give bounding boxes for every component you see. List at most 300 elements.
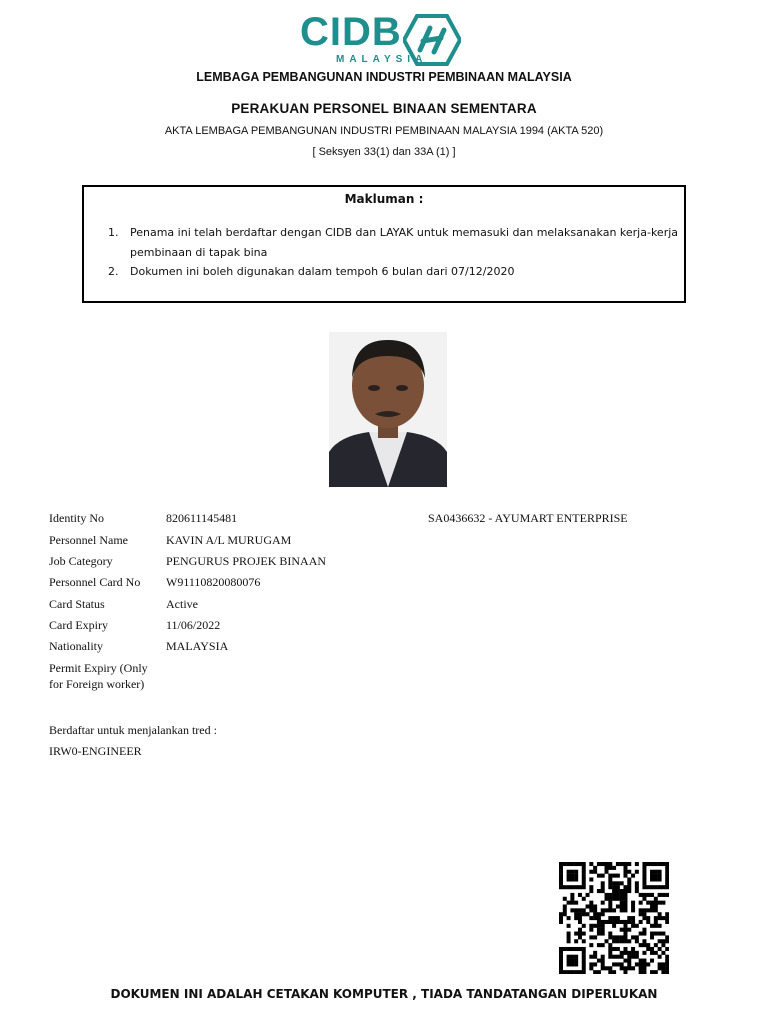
qr-module	[578, 920, 582, 924]
qr-module	[635, 924, 639, 928]
qr-module	[635, 935, 639, 939]
qr-module	[631, 904, 635, 908]
qr-module	[567, 955, 571, 959]
personnel-name-label: Personnel Name	[49, 533, 128, 547]
qr-module	[620, 966, 624, 970]
qr-module	[589, 885, 593, 889]
qr-module	[631, 947, 635, 951]
qr-module	[605, 870, 609, 874]
qr-module	[665, 870, 669, 874]
qr-module	[627, 862, 631, 866]
qr-module	[631, 916, 635, 920]
qr-module	[586, 893, 590, 897]
qr-module	[650, 970, 654, 974]
qr-module	[597, 928, 601, 932]
qr-module	[642, 966, 646, 970]
qr-module	[578, 916, 582, 920]
qr-module	[665, 947, 669, 951]
qr-module	[593, 924, 597, 928]
qr-module	[578, 932, 582, 936]
personnel-card-no-value: W91110820080076	[166, 575, 261, 589]
qr-module	[582, 874, 586, 878]
qr-module	[597, 920, 601, 924]
qr-module	[567, 970, 571, 974]
qr-module	[593, 904, 597, 908]
notice-item-text: Dokumen ini boleh digunakan dalam tempoh 6 bulan dari 07/12/2020	[130, 265, 515, 278]
qr-module	[589, 904, 593, 908]
qr-module	[570, 908, 574, 912]
qr-module	[563, 908, 567, 912]
qr-module	[582, 947, 586, 951]
qr-module	[574, 862, 578, 866]
qr-module	[627, 959, 631, 963]
qr-module	[559, 881, 563, 885]
qr-module	[650, 870, 654, 874]
qr-module	[650, 959, 654, 963]
qr-module	[627, 966, 631, 970]
qr-module	[665, 955, 669, 959]
qr-module	[608, 874, 612, 878]
card-status-label: Card Status	[49, 597, 105, 611]
qr-module	[654, 862, 658, 866]
qr-module	[616, 885, 620, 889]
qr-module	[582, 932, 586, 936]
qr-module	[650, 874, 654, 878]
qr-module	[635, 951, 639, 955]
qr-module	[589, 943, 593, 947]
qr-module	[620, 920, 624, 924]
qr-module	[627, 889, 631, 893]
qr-module	[612, 866, 616, 870]
qr-module	[570, 962, 574, 966]
qr-module	[627, 939, 631, 943]
qr-module	[623, 920, 627, 924]
qr-module	[646, 908, 650, 912]
qr-module	[597, 889, 601, 893]
qr-module	[623, 893, 627, 897]
qr-module	[605, 939, 609, 943]
qr-module	[593, 951, 597, 955]
qr-module	[623, 862, 627, 866]
qr-module	[574, 877, 578, 881]
qr-module	[654, 951, 658, 955]
qr-module	[589, 955, 593, 959]
cidb-logo-subtext: MALAYSIA	[336, 54, 428, 65]
notice-item-text: Penama ini telah berdaftar dengan CIDB dan LAYAK untuk memasuki dan melaksanakan kerja-kerja pembinaan di tapak bina	[130, 226, 679, 259]
qr-module	[658, 955, 662, 959]
qr-module	[586, 904, 590, 908]
qr-module	[658, 916, 662, 920]
qr-module	[654, 943, 658, 947]
qr-module	[623, 966, 627, 970]
qr-module	[574, 970, 578, 974]
qr-module	[654, 877, 658, 881]
qr-module	[665, 893, 669, 897]
qr-module	[589, 962, 593, 966]
qr-module	[601, 901, 605, 905]
qr-module	[623, 970, 627, 974]
permit-expiry-label-line1: Permit Expiry (Only	[49, 661, 148, 675]
nationality-value: MALAYSIA	[166, 639, 229, 653]
qr-module	[608, 920, 612, 924]
qr-module	[639, 966, 643, 970]
notice-heading: Makluman :	[344, 192, 424, 206]
qr-module	[642, 932, 646, 936]
qr-module	[639, 920, 643, 924]
qr-module	[574, 870, 578, 874]
qr-module	[616, 916, 620, 920]
qr-module	[601, 928, 605, 932]
qr-module	[608, 881, 612, 885]
qr-module	[578, 947, 582, 951]
qr-module	[665, 959, 669, 963]
qr-module	[642, 908, 646, 912]
qr-module	[627, 870, 631, 874]
qr-module	[620, 893, 624, 897]
qr-module	[570, 885, 574, 889]
qr-module	[627, 916, 631, 920]
card-expiry-label: Card Expiry	[49, 618, 108, 632]
qr-module	[563, 885, 567, 889]
qr-module	[589, 908, 593, 912]
identity-no-label: Identity No	[49, 511, 104, 525]
qr-module	[654, 916, 658, 920]
qr-module	[631, 955, 635, 959]
qr-module	[623, 939, 627, 943]
qr-module	[601, 962, 605, 966]
qr-module	[589, 916, 593, 920]
qr-module	[612, 885, 616, 889]
notice-item-number: 2.	[108, 265, 119, 278]
qr-module	[601, 920, 605, 924]
qr-module	[616, 935, 620, 939]
qr-module	[597, 970, 601, 974]
qr-module	[605, 866, 609, 870]
qr-module	[623, 951, 627, 955]
qr-module	[658, 932, 662, 936]
qr-module	[642, 870, 646, 874]
qr-module	[608, 901, 612, 905]
qr-module	[582, 966, 586, 970]
qr-module	[650, 901, 654, 905]
qr-module	[612, 924, 616, 928]
document-title: PERAKUAN PERSONEL BINAAN SEMENTARA	[231, 101, 537, 116]
qr-module	[654, 885, 658, 889]
qr-module	[665, 866, 669, 870]
qr-module	[642, 928, 646, 932]
qr-module	[597, 932, 601, 936]
qr-module	[601, 966, 605, 970]
qr-module	[570, 897, 574, 901]
qr-module	[608, 866, 612, 870]
qr-module	[567, 862, 571, 866]
qr-module	[559, 866, 563, 870]
organization-name: LEMBAGA PEMBANGUNAN INDUSTRI PEMBINAAN MALAYSIA	[196, 70, 572, 84]
qr-module	[570, 947, 574, 951]
qr-module	[559, 955, 563, 959]
qr-module	[642, 893, 646, 897]
qr-module	[563, 862, 567, 866]
qr-module	[654, 908, 658, 912]
qr-module	[620, 901, 624, 905]
qr-module	[646, 893, 650, 897]
qr-module	[563, 897, 567, 901]
qr-module	[597, 916, 601, 920]
qr-module	[661, 970, 665, 974]
qr-module	[597, 943, 601, 947]
qr-module	[578, 912, 582, 916]
qr-module	[567, 935, 571, 939]
qr-module	[627, 962, 631, 966]
qr-module	[608, 897, 612, 901]
qr-module	[646, 920, 650, 924]
qr-module	[650, 904, 654, 908]
qr-module	[616, 897, 620, 901]
qr-module	[616, 920, 620, 924]
qr-module	[612, 874, 616, 878]
qr-module	[563, 904, 567, 908]
qr-module	[597, 874, 601, 878]
qr-module	[642, 916, 646, 920]
qr-module	[567, 932, 571, 936]
qr-module	[650, 908, 654, 912]
qr-module	[593, 955, 597, 959]
qr-module	[627, 881, 631, 885]
qr-module	[631, 924, 635, 928]
qr-module	[631, 920, 635, 924]
qr-module	[639, 970, 643, 974]
qr-module	[623, 889, 627, 893]
qr-module	[574, 916, 578, 920]
qr-module	[608, 955, 612, 959]
qr-module	[597, 924, 601, 928]
qr-module	[612, 908, 616, 912]
qr-module	[661, 862, 665, 866]
qr-module	[616, 862, 620, 866]
qr-module	[574, 874, 578, 878]
qr-module	[605, 862, 609, 866]
qr-module	[608, 908, 612, 912]
qr-module	[661, 943, 665, 947]
qr-module	[612, 962, 616, 966]
qr-module	[646, 862, 650, 866]
qr-module	[646, 916, 650, 920]
qr-module	[642, 881, 646, 885]
job-category-label: Job Category	[49, 554, 113, 568]
qr-module	[612, 935, 616, 939]
company-value: SA0436632 - AYUMART ENTERPRISE	[428, 511, 628, 525]
qr-module	[574, 901, 578, 905]
qr-module	[582, 897, 586, 901]
qr-module	[639, 959, 643, 963]
qr-module	[570, 970, 574, 974]
qr-module	[661, 951, 665, 955]
qr-module	[567, 916, 571, 920]
qr-module	[650, 935, 654, 939]
qr-module	[574, 932, 578, 936]
qr-module	[601, 959, 605, 963]
personnel-photo	[329, 332, 447, 487]
qr-module	[642, 866, 646, 870]
notice-item-number: 1.	[108, 226, 119, 239]
qr-module	[665, 970, 669, 974]
qr-module	[567, 962, 571, 966]
qr-module	[608, 904, 612, 908]
qr-module	[639, 932, 643, 936]
qr-module	[582, 970, 586, 974]
qr-module	[559, 874, 563, 878]
qr-module	[623, 908, 627, 912]
qr-module	[646, 885, 650, 889]
qr-module	[665, 874, 669, 878]
qr-module	[623, 897, 627, 901]
qr-module	[642, 939, 646, 943]
qr-module	[582, 912, 586, 916]
qr-module	[631, 951, 635, 955]
qr-module	[601, 881, 605, 885]
qr-module	[642, 877, 646, 881]
trade-value: IRW0-ENGINEER	[49, 744, 142, 758]
qr-module	[570, 901, 574, 905]
qr-module	[650, 947, 654, 951]
qr-module	[574, 959, 578, 963]
qr-module	[559, 947, 563, 951]
qr-module	[608, 947, 612, 951]
qr-module	[642, 862, 646, 866]
qr-module	[612, 881, 616, 885]
qr-module	[570, 862, 574, 866]
notice-item-2	[108, 262, 688, 282]
qr-module	[608, 877, 612, 881]
qr-module	[593, 866, 597, 870]
qr-module	[635, 939, 639, 943]
qr-module	[616, 962, 620, 966]
qr-module	[563, 947, 567, 951]
qr-module	[601, 955, 605, 959]
qr-module	[616, 893, 620, 897]
qr-module	[582, 924, 586, 928]
qr-module	[627, 877, 631, 881]
qr-module	[665, 881, 669, 885]
qr-module	[665, 935, 669, 939]
qr-module	[608, 943, 612, 947]
qr-module	[578, 970, 582, 974]
qr-module	[593, 962, 597, 966]
qr-module	[567, 924, 571, 928]
qr-module	[567, 901, 571, 905]
qr-module	[582, 939, 586, 943]
qr-module	[642, 962, 646, 966]
qr-module	[658, 874, 662, 878]
qr-module	[616, 955, 620, 959]
qr-module	[559, 862, 563, 866]
qr-module	[597, 862, 601, 866]
qr-module	[574, 885, 578, 889]
qr-module	[623, 935, 627, 939]
qr-module	[582, 862, 586, 866]
qr-module	[608, 970, 612, 974]
qr-module	[608, 932, 612, 936]
qr-module	[559, 966, 563, 970]
qr-module	[654, 932, 658, 936]
qr-module	[661, 916, 665, 920]
card-expiry-value: 11/06/2022	[166, 618, 221, 632]
qr-module	[567, 874, 571, 878]
qr-module	[582, 962, 586, 966]
qr-module	[570, 874, 574, 878]
qr-module	[642, 951, 646, 955]
qr-module	[665, 939, 669, 943]
qr-module	[559, 951, 563, 955]
qr-module	[616, 947, 620, 951]
qr-module	[639, 901, 643, 905]
qr-module	[567, 959, 571, 963]
qr-module	[612, 947, 616, 951]
qr-module	[582, 955, 586, 959]
qr-module	[574, 947, 578, 951]
qr-module	[658, 901, 662, 905]
qr-module	[620, 935, 624, 939]
qr-module	[582, 870, 586, 874]
qr-module	[631, 966, 635, 970]
qr-module	[593, 870, 597, 874]
qr-module	[589, 901, 593, 905]
qr-module	[658, 962, 662, 966]
identity-no-value: 820611145481	[166, 511, 238, 525]
qr-module	[570, 955, 574, 959]
qr-module	[665, 916, 669, 920]
qr-module	[627, 955, 631, 959]
qr-module	[623, 874, 627, 878]
qr-module	[608, 885, 612, 889]
qr-module	[605, 897, 609, 901]
notice-item-1	[108, 223, 688, 263]
card-status-value: Active	[166, 597, 198, 611]
qr-module	[623, 947, 627, 951]
qr-module	[654, 920, 658, 924]
qr-module	[661, 966, 665, 970]
qr-module	[601, 862, 605, 866]
qr-module	[620, 962, 624, 966]
qr-module	[650, 877, 654, 881]
qr-module	[589, 924, 593, 928]
notice-box	[82, 185, 686, 303]
job-category-value: PENGURUS PROJEK BINAAN	[166, 554, 327, 568]
qr-module	[601, 932, 605, 936]
qr-module	[578, 935, 582, 939]
qr-module	[578, 893, 582, 897]
qr-module	[623, 901, 627, 905]
qr-module	[665, 877, 669, 881]
qr-module	[639, 943, 643, 947]
qr-module	[635, 889, 639, 893]
qr-module	[639, 893, 643, 897]
qr-module	[612, 889, 616, 893]
qr-module	[639, 962, 643, 966]
qr-module	[658, 947, 662, 951]
qr-module	[661, 893, 665, 897]
qr-module	[559, 970, 563, 974]
qr-module	[620, 889, 624, 893]
qr-module	[631, 935, 635, 939]
qr-module	[570, 877, 574, 881]
qr-module	[658, 893, 662, 897]
qr-module	[616, 881, 620, 885]
qr-module	[593, 916, 597, 920]
qr-module	[620, 881, 624, 885]
qr-module	[650, 924, 654, 928]
qr-module	[620, 908, 624, 912]
